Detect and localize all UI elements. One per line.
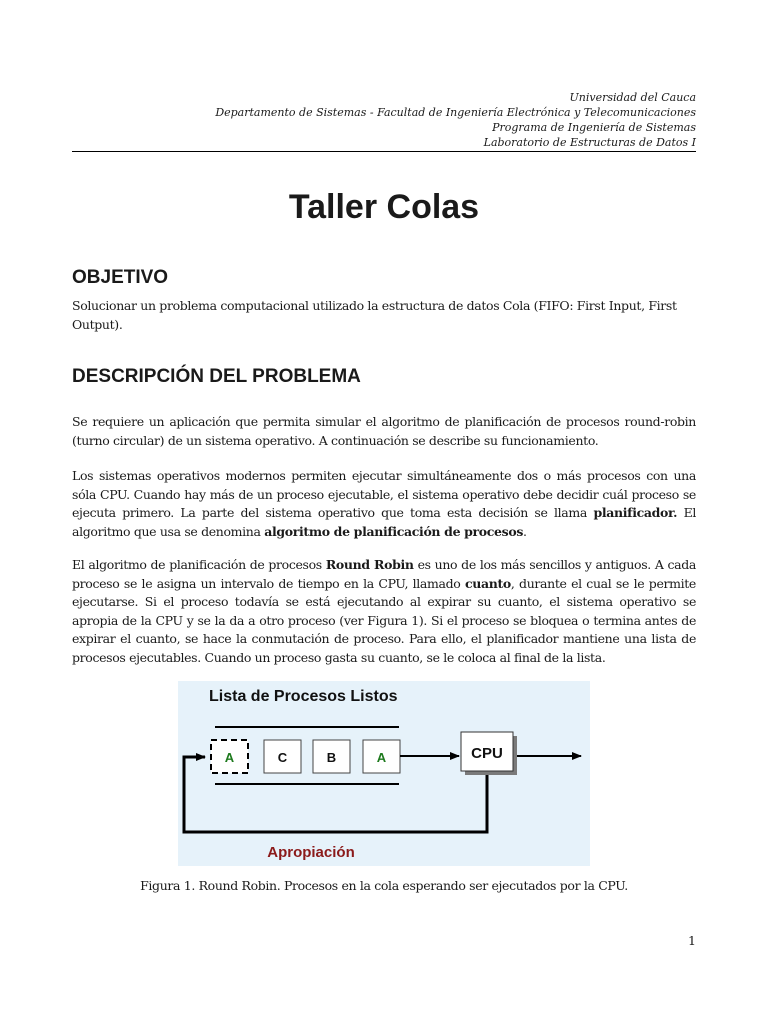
header-divider (72, 151, 696, 152)
term-cuanto: cuanto (464, 575, 511, 591)
header-department: Departamento de Sistemas - Facultad de Ingeniería Electrónica y Telecomunicaciones (215, 106, 696, 119)
term-algoritmo-planificacion: algoritmo de planificación de procesos (264, 523, 524, 539)
descripcion-paragraph-3 (72, 556, 696, 667)
queue-item-label: A (224, 750, 235, 765)
term-planificador: planificador. (593, 505, 678, 520)
objetivo-text: Solucionar un problema computacional utilizado la estructura de datos Cola (FIFO: First Input, First Output). (72, 298, 677, 332)
cpu-label: CPU (471, 745, 503, 762)
round-robin-diagram (178, 681, 590, 866)
page-number: 1 (688, 933, 696, 948)
queue-item-label: C (277, 750, 288, 765)
queue-item-label: B (326, 750, 337, 765)
descripcion-paragraph-1: Se requiere un aplicación que permita simular el algoritmo de planificación de procesos round-robin (turno circular) de un sistema operativo. A continuación se describe su funcionamiento. (72, 414, 696, 448)
header-program: Programa de Ingeniería de Sistemas (492, 121, 696, 134)
round-robin-figure (178, 681, 590, 866)
text-span: Los sistemas operativos modernos permiten ejecutar simultáneamente dos o más procesos con una sóla CPU. Cuando hay más de un proceso ejecutable, el sistema operativo debe decidir cuál proceso se ejecuta primero. La parte del sistema operativo que toma esta decisión se llama (72, 468, 696, 520)
text-span: es uno de los más sencillos y antiguos. A cada proceso se le asigna un intervalo de tiempo en la CPU, llamado (72, 557, 696, 591)
text-span: . (523, 523, 527, 539)
figure-caption: Figura 1. Round Robin. Procesos en la cola esperando ser ejecutados por la CPU. (140, 878, 628, 893)
text-span: , durante el cual se le permite ejecutarse. Si el proceso todavía se está ejecutando al expirar su cuanto, el sistema operativo se apropia de la CPU y se la da a otro proceso (ver Figura 1). Si el proceso se bloquea o termina antes de expirar el cuanto, se hace la conmutación de proceso. Para ello, el planificador mantiene una lista de procesos ejecutables. Cuando un proceso gasta su cuanto, se le coloca al final de la lista. (72, 575, 696, 665)
document-title: Taller Colas (288, 188, 480, 226)
preemption-label: Apropiación (267, 844, 355, 861)
queue-item-label: A (376, 750, 387, 765)
descripcion-heading: DESCRIPCIÓN DEL PROBLEMA (72, 366, 361, 387)
header-lab: Laboratorio de Estructuras de Datos I (483, 136, 696, 149)
term-round-robin: Round Robin (325, 557, 414, 572)
header-university: Universidad del Cauca (569, 91, 696, 104)
descripcion-paragraph-2 (72, 467, 696, 541)
figure-title: Lista de Procesos Listos (209, 688, 398, 705)
objetivo-heading: OBJETIVO (72, 267, 169, 288)
text-span: El algoritmo de planificación de procesos (72, 557, 326, 572)
text-span: El algoritmo que usa se denomina (72, 505, 696, 539)
document-header (72, 90, 696, 150)
